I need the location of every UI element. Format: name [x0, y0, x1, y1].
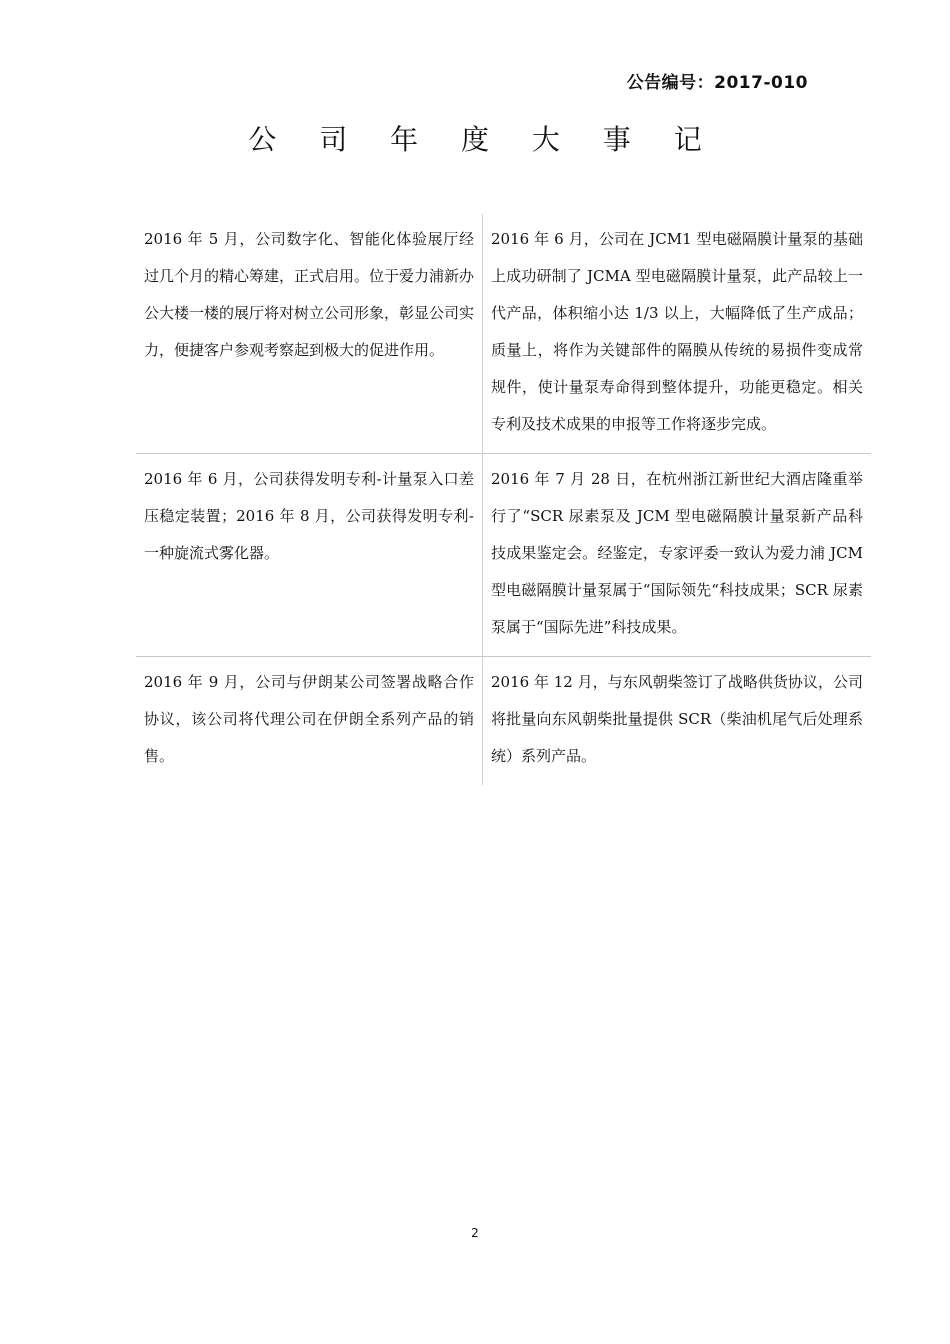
- events-table: [136, 214, 871, 785]
- table-row: [136, 454, 871, 657]
- event-cell-left: 2016 年 9 月，公司与伊朗某公司签署战略合作协议，该公司将代理公司在伊朗全系列产品的销售。: [136, 657, 483, 786]
- table-row: [136, 657, 871, 786]
- notice-number: 公告编号：2017-010: [626, 73, 808, 93]
- event-cell-right: 2016 年 6 月，公司在 JCM1 型电磁隔膜计量泵的基础上成功研制了 JCMA 型电磁隔膜计量泵，此产品较上一代产品，体积缩小达 1/3 以上，大幅降低了生产成品；质量上，将作为关键部件的隔膜从传统的易损件变成常规件，使计量泵寿命得到整体提升，功能更稳定。相关专利及技术成果的申报等工作将逐步完成。: [491, 230, 863, 433]
- page-title: 公 司 年 度 大 事 记: [248, 123, 719, 156]
- event-cell-left: 2016 年 6 月，公司获得发明专利-计量泵入口差压稳定装置；2016 年 8 月，公司获得发明专利-一种旋流式雾化器。: [136, 454, 483, 657]
- event-cell-right: 2016 年 12 月，与东风朝柴签订了战略供货协议，公司将批量向东风朝柴批量提供 SCR（柴油机尾气后处理系统）系列产品。: [483, 657, 872, 786]
- page-number: 2: [471, 1226, 479, 1240]
- table-row: [136, 214, 871, 454]
- event-cell-left: 2016 年 5 月，公司数字化、智能化体验展厅经过几个月的精心筹建，正式启用。位于爱力浦新办公大楼一楼的展厅将对树立公司形象，彰显公司实力，便捷客户参观考察起到极大的促进作用。: [136, 214, 483, 454]
- event-cell-right: 2016 年 7 月 28 日，在杭州浙江新世纪大酒店隆重举行了“SCR 尿素泵及 JCM 型电磁隔膜计量泵新产品科技成果鉴定会。经鉴定，专家评委一致认为爱力浦 JCM 型电磁隔膜计量泵属于“国际领先“科技成果；SCR 尿素泵属于“国际先进”科技成果。: [483, 454, 872, 657]
